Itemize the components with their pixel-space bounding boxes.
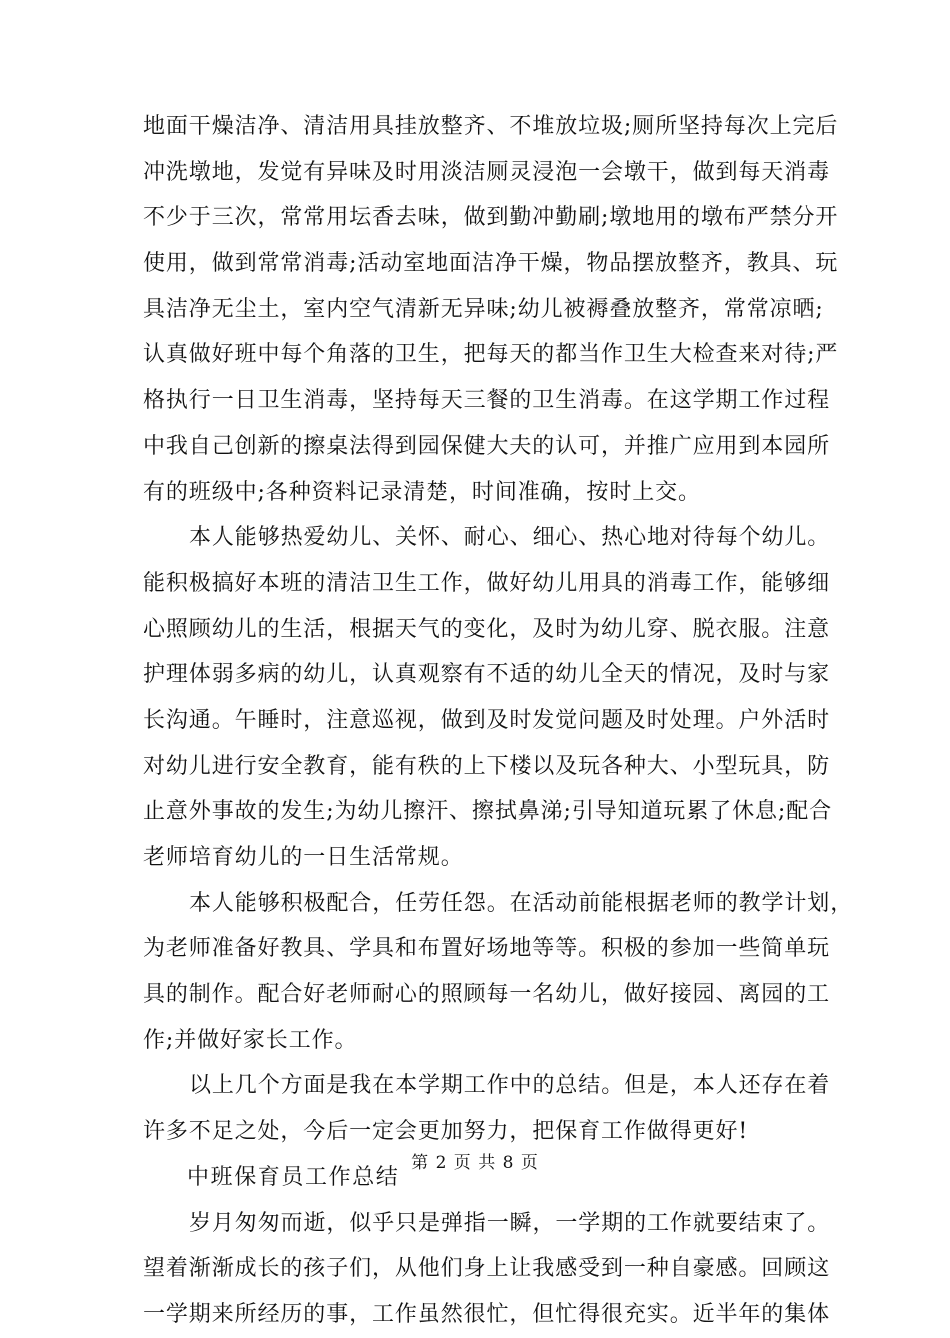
text-line: 地面干燥洁净、清洁用具挂放整齐、不堆放垃圾;厕所坚持每次上完后 (143, 114, 839, 139)
paragraph-start-line: 本人能够积极配合，任劳任怨。在活动前能根据老师的教学计划， (189, 890, 854, 916)
text-line: 不少于三次，常常用坛香去味，做到勤冲勤刷;墩地用的墩布严禁分开 (143, 205, 839, 231)
text-line: 为老师准备好教具、学具和布置好场地等等。积极的参加一些简单玩 (143, 936, 831, 962)
text-line: 有的班级中;各种资料记录清楚，时间准确，按时上交。 (143, 479, 701, 505)
text-line: 一学期来所经历的事，工作虽然很忙，但忙得很充实。近半年的集体 (143, 1301, 831, 1327)
text-line: 中我自己创新的擦桌法得到园保健大夫的认可，并推广应用到本园所 (143, 433, 831, 459)
text-line: 望着渐渐成长的孩子们，从他们身上让我感受到一种自豪感。回顾这 (143, 1256, 831, 1282)
text-line: 认真做好班中每个角落的卫生，把每天的都当作卫生大检查来对待;严 (143, 342, 839, 368)
text-line: 长沟通。午睡时，注意巡视，做到及时发觉问题及时处理。户外活时 (143, 707, 831, 733)
text-line: 具洁净无尘土，室内空气清新无异味;幼儿被褥叠放整齐，常常凉晒; (143, 296, 824, 322)
text-line: 作;并做好家长工作。 (143, 1027, 358, 1053)
text-line: 能积极搞好本班的清洁卫生工作，做好幼儿用具的消毒工作，能够细 (143, 570, 831, 596)
paragraph-start-line: 以上几个方面是我在本学期工作中的总结。但是，本人还存在着 (189, 1073, 831, 1099)
page-number-footer: 第 2 页 共 8 页 (411, 1153, 539, 1173)
text-line: 对幼儿进行安全教育，能有秩的上下楼以及玩各种大、小型玩具，防 (143, 753, 831, 779)
paragraph-start-line: 本人能够热爱幼儿、关怀、耐心、细心、热心地对待每个幼儿。 (189, 525, 831, 551)
text-line: 护理体弱多病的幼儿，认真观察有不适的幼儿全天的情况，及时与家 (143, 662, 831, 688)
text-line: 冲洗墩地，发觉有异味及时用淡洁厕灵浸泡一会墩干，做到每天消毒 (143, 159, 831, 185)
paragraph-start-line: 岁月匆匆而逝，似乎只是弹指一瞬，一学期的工作就要结束了。 (189, 1210, 831, 1236)
text-line: 心照顾幼儿的生活，根据天气的变化，及时为幼儿穿、脱衣服。注意 (143, 616, 831, 642)
text-line: 止意外事故的发生;为幼儿擦汗、擦拭鼻涕;引导知道玩累了休息;配合 (143, 799, 833, 825)
text-line: 使用，做到常常消毒;活动室地面洁净干燥，物品摆放整齐，教具、玩 (143, 251, 839, 277)
text-line: 具的制作。配合好老师耐心的照顾每一名幼儿，做好接园、离园的工 (143, 982, 831, 1008)
text-line: 格执行一日卫生消毒，坚持每天三餐的卫生消毒。在这学期工作过程 (143, 388, 831, 414)
text-line: 许多不足之处，今后一定会更加努力，把保育工作做得更好! (143, 1119, 749, 1145)
text-line: 老师培育幼儿的一日生活常规。 (143, 845, 464, 870)
section-heading: 中班保育员工作总结 (187, 1164, 400, 1190)
